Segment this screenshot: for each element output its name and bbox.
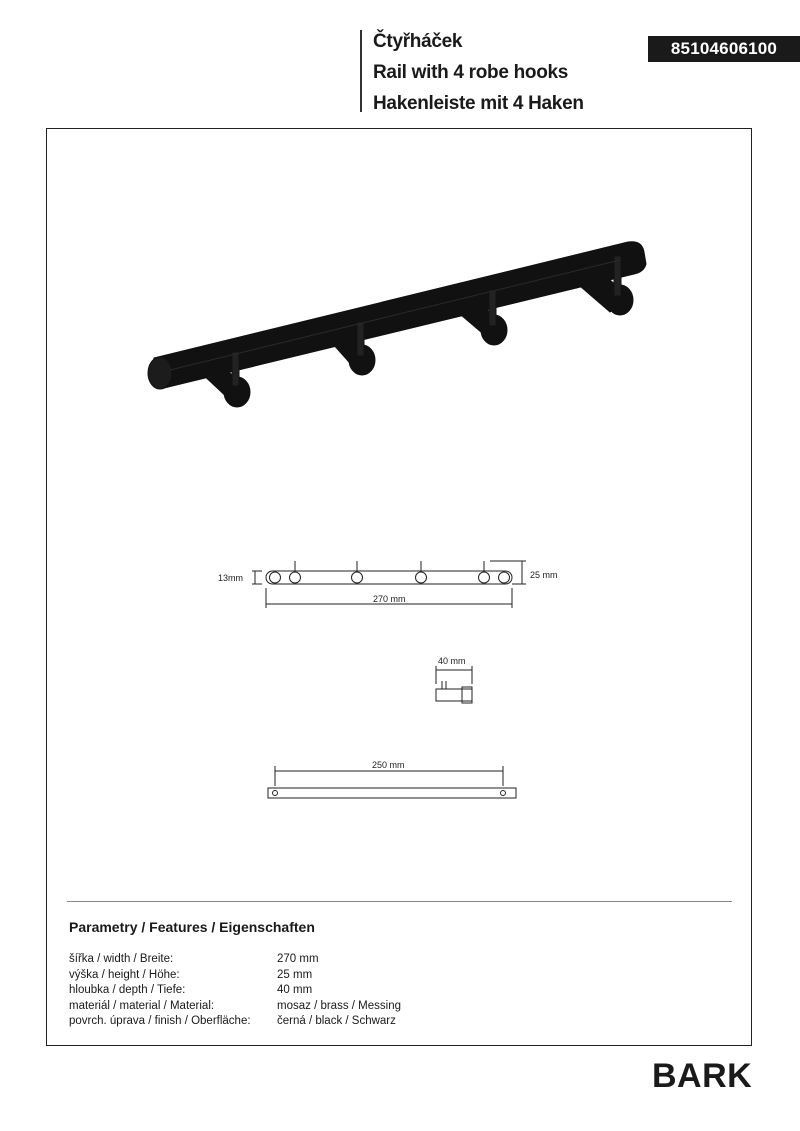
product-code-badge: 85104606100 <box>648 36 800 62</box>
spec-label: povrch. úprava / finish / Oberfläche: <box>69 1015 251 1027</box>
spec-value: černá / black / Schwarz <box>277 1015 396 1027</box>
front-total-height-label: 25 mm <box>530 570 558 580</box>
title-english: Rail with 4 robe hooks <box>373 62 569 83</box>
title-german: Hakenleiste mit 4 Haken <box>373 93 584 114</box>
spec-label: hloubka / depth / Tiefe: <box>69 984 186 996</box>
brand-logo: BARK <box>652 1057 753 1095</box>
features-divider <box>67 901 732 902</box>
front-width-label: 270 mm <box>373 594 406 604</box>
spec-value: 40 mm <box>277 984 313 996</box>
plate-width-label: 250 mm <box>372 760 405 770</box>
spec-label: výška / height / Höhe: <box>69 968 180 981</box>
side-depth-label: 40 mm <box>438 656 466 666</box>
spec-label: šířka / width / Breite: <box>69 953 174 965</box>
mounting-plate-drawing <box>268 766 516 798</box>
spec-label: materiál / material / Material: <box>69 999 215 1012</box>
front-height-label: 13mm <box>218 573 244 583</box>
title-czech: Čtyřháček <box>373 31 463 52</box>
features-heading: Parametry / Features / Eigenschaften <box>69 919 315 935</box>
spec-value: mosaz / brass / Messing <box>277 999 401 1012</box>
spec-value: 25 mm <box>277 968 313 981</box>
side-view-drawing <box>436 666 472 703</box>
spec-value: 270 mm <box>277 953 319 965</box>
